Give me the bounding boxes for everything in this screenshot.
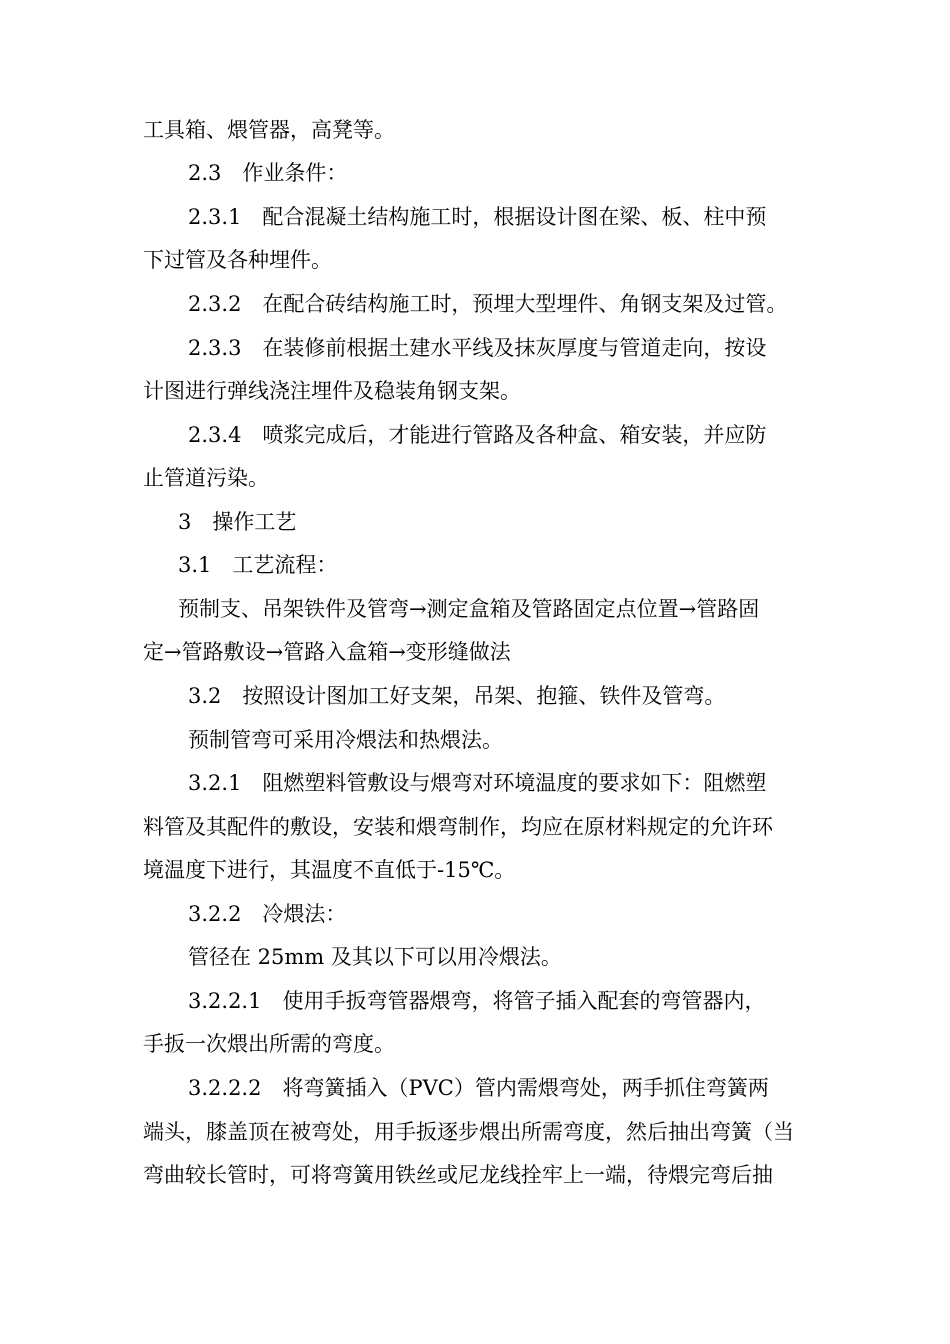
text-line: 2.3.4 喷浆完成后，才能进行管路及各种盒、箱安装，并应防 bbox=[188, 423, 767, 447]
text-line: 3.2 按照设计图加工好支架，吊架、抱箍、铁件及管弯。 bbox=[188, 684, 726, 708]
text-line: 料管及其配件的敷设，安装和煨弯制作，均应在原材料规定的允许环 bbox=[143, 815, 773, 839]
text-line: 管径在 25mm 及其以下可以用冷煨法。 bbox=[188, 945, 562, 969]
text-line: 计图进行弹线浇注埋件及稳装角钢支架。 bbox=[143, 379, 521, 403]
section-heading: 3.2.2 冷煨法： bbox=[188, 902, 347, 926]
section-heading: 3 操作工艺 bbox=[178, 510, 297, 534]
text-line: 弯曲较长管时，可将弯簧用铁丝或尼龙线拴牢上一端，待煨完弯后抽 bbox=[143, 1163, 773, 1187]
text-line: 端头，膝盖顶在被弯处，用手扳逐步煨出所需弯度，然后抽出弯簧（当 bbox=[143, 1120, 794, 1144]
text-line: 3.2.2.1 使用手扳弯管器煨弯，将管子插入配套的弯管器内， bbox=[188, 989, 766, 1013]
text-line: 境温度下进行，其温度不直低于-15℃。 bbox=[143, 858, 516, 882]
text-line: 2.3.2 在配合砖结构施工时，预埋大型埋件、角钢支架及过管。 bbox=[188, 292, 788, 316]
section-heading: 3.1 工艺流程： bbox=[178, 553, 338, 577]
text-line: 工具箱、煨管器，高凳等。 bbox=[143, 118, 395, 142]
text-line: 下过管及各种埋件。 bbox=[143, 248, 332, 272]
text-line: 3.2.1 阻燃塑料管敷设与煨弯对环境温度的要求如下：阻燃塑 bbox=[188, 771, 767, 795]
text-line: 止管道污染。 bbox=[143, 466, 269, 490]
text-line: 预制管弯可采用冷煨法和热煨法。 bbox=[188, 728, 503, 752]
text-line: 2.3.1 配合混凝土结构施工时，根据设计图在梁、板、柱中预 bbox=[188, 205, 767, 229]
text-line: 预制支、吊架铁件及管弯→测定盒箱及管路固定点位置→管路固 bbox=[178, 597, 760, 621]
section-heading: 2.3 作业条件： bbox=[188, 161, 348, 185]
text-line: 3.2.2.2 将弯簧插入（PVC）管内需煨弯处，两手抓住弯簧两 bbox=[188, 1076, 769, 1100]
text-line: 2.3.3 在装修前根据土建水平线及抹灰厚度与管道走向，按设 bbox=[188, 336, 767, 360]
text-line: 定→管路敷设→管路入盒箱→变形缝做法 bbox=[143, 640, 511, 664]
text-line: 手扳一次煨出所需的弯度。 bbox=[143, 1032, 395, 1056]
